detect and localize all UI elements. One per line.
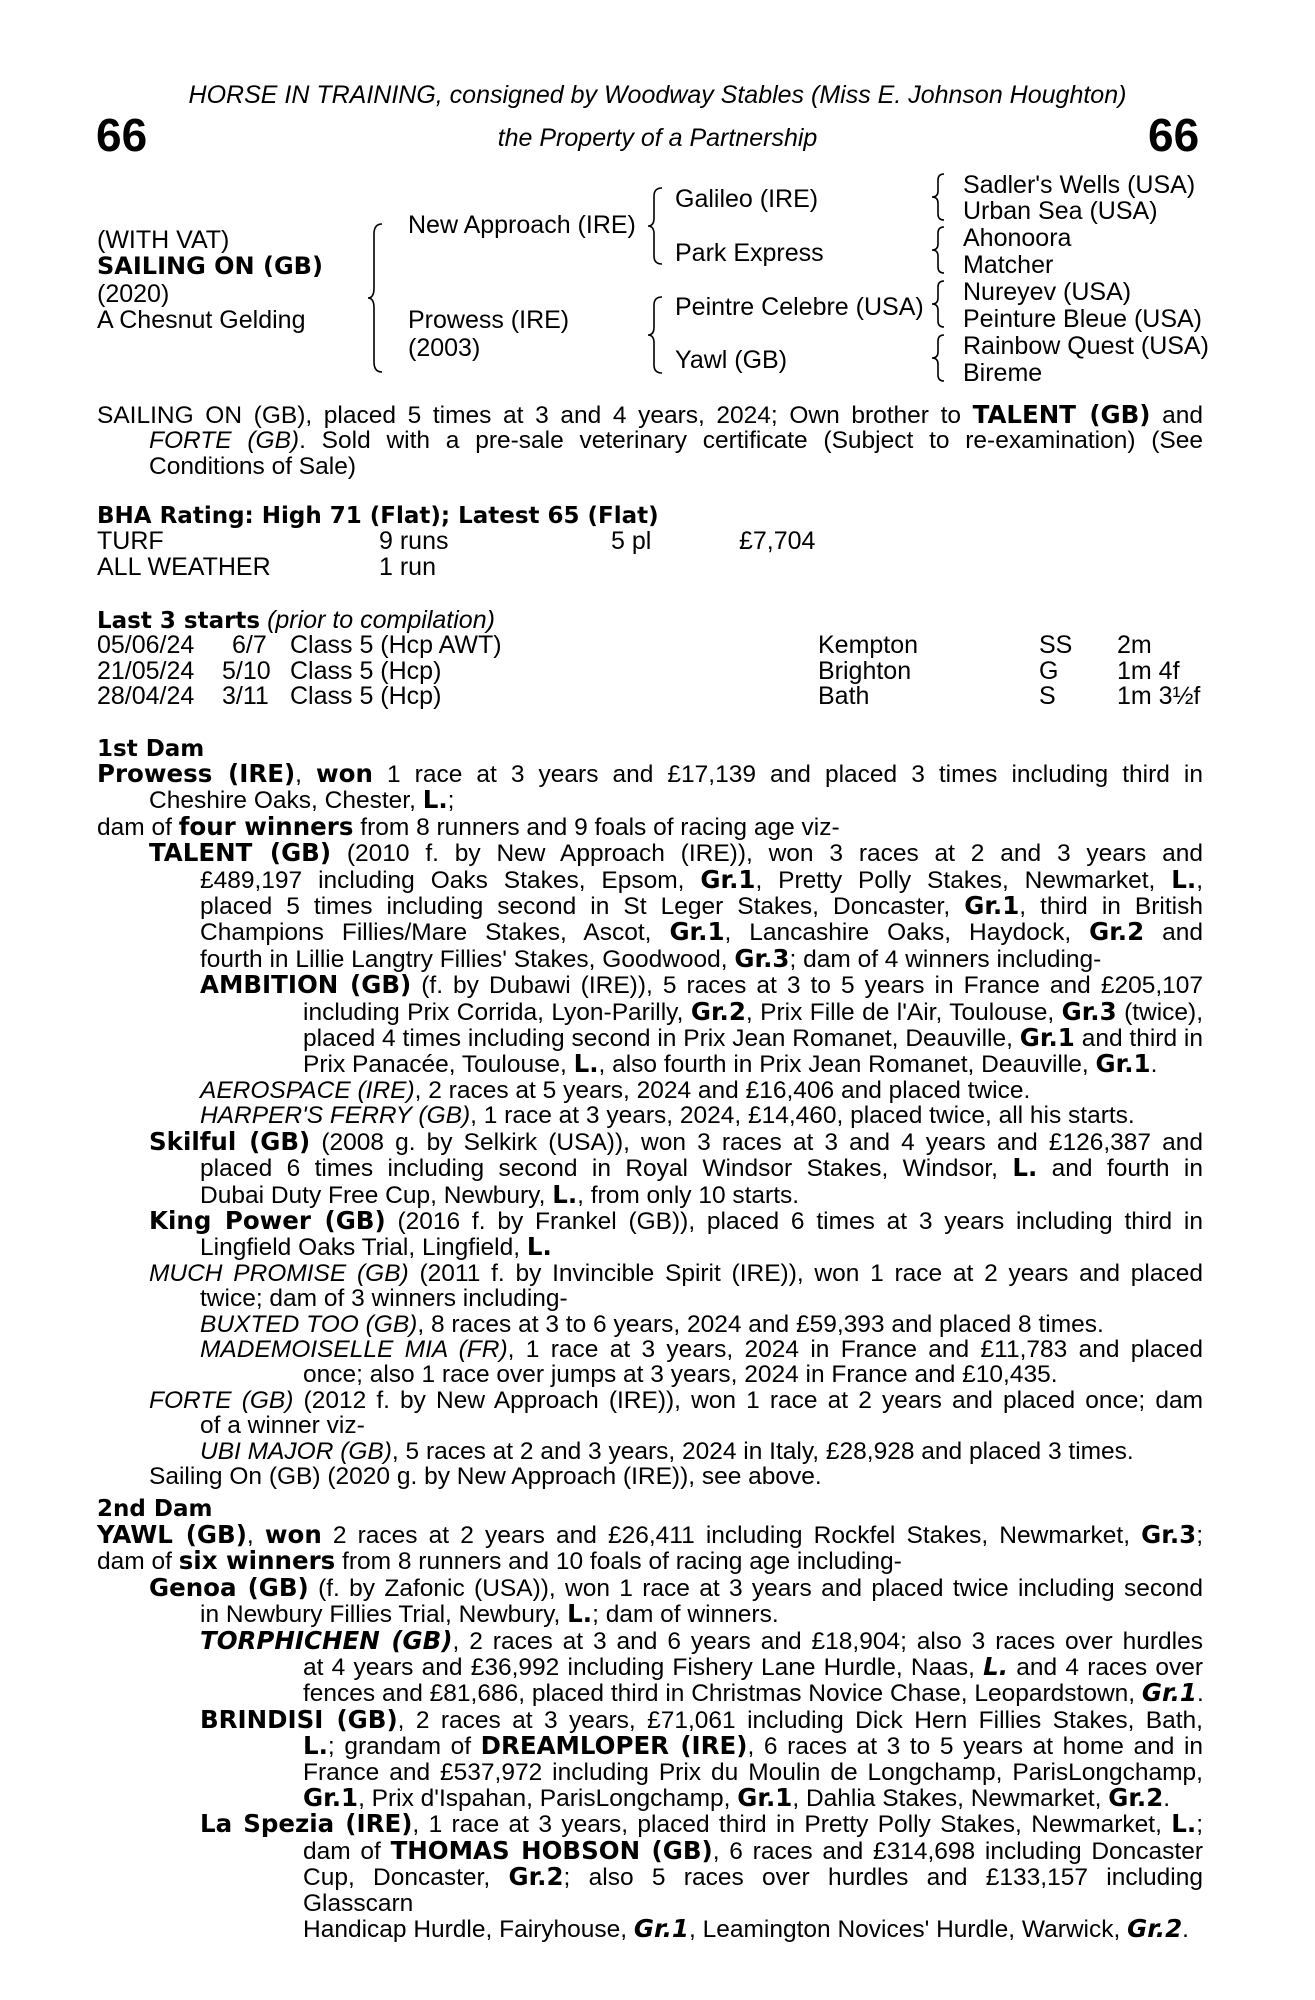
pedigree-sire: New Approach (IRE)	[408, 211, 636, 239]
progeny-genoa: Genoa (GB) (f. by Zafonic (USA)), won 1 race at 3 years and placed twice including second	[149, 1572, 1203, 1602]
start-3-date: 28/04/24	[97, 682, 195, 710]
pedigree-g7: Rainbow Quest (USA)	[963, 332, 1209, 360]
progeny-talent: TALENT (GB) (2010 f. by New Approach (IRE)), won 3 races at 2 and 3 years and	[149, 838, 1203, 868]
start-1-course: Kempton	[818, 631, 919, 659]
start-3-dist: 1m 3½f	[1117, 682, 1201, 710]
pedigree-g1: Sadler's Wells (USA)	[963, 171, 1196, 199]
progeny-skilful: Skilful (GB) (2008 g. by Selkirk (USA)), won 3 races at 3 and 4 years and £126,387 and	[149, 1126, 1203, 1156]
vat-label: (WITH VAT)	[97, 226, 230, 254]
pedigree-bracket-g2	[930, 225, 946, 275]
progeny-buxted-too: BUXTED TOO (GB), 8 races at 3 to 6 years, 2024 and £59,393 and placed 8 times.	[200, 1310, 1104, 1338]
lot-number-left: 66	[96, 109, 148, 161]
pedigree-bracket-g3	[930, 279, 946, 329]
start-2-date: 21/05/24	[97, 657, 195, 685]
pedigree-bracket-g4	[930, 333, 946, 383]
horse-description: A Chesnut Gelding	[97, 306, 306, 334]
progeny-la-spezia: La Spezia (IRE), 1 race at 3 years, placed third in Pretty Polly Stakes, Newmarket, L.;	[200, 1809, 1203, 1839]
pedigree-dam-dam: Yawl (GB)	[675, 346, 788, 374]
turf-placed: 5 pl	[611, 527, 652, 555]
horse-year: (2020)	[97, 280, 170, 308]
turf-runs: 9 runs	[379, 527, 449, 555]
last-starts-heading: Last 3 starts (prior to compilation)	[97, 606, 495, 634]
progeny-harpers-ferry: HARPER'S FERRY (GB), 1 race at 3 years, 2024, £14,460, placed twice, all his starts.	[200, 1102, 1135, 1130]
pedigree-bracket-g1	[930, 172, 946, 222]
horse-name: SAILING ON (GB)	[97, 252, 323, 280]
pedigree-sire-sire: Galileo (IRE)	[675, 185, 819, 213]
pedigree-g3: Ahonoora	[963, 224, 1072, 252]
start-1-pos: 6/7	[232, 631, 267, 659]
second-dam-heading: 2nd Dam	[97, 1496, 213, 1522]
progeny-ubi-major: UBI MAJOR (GB), 5 races at 2 and 3 years, 2024 in Italy, £28,928 and placed 3 times.	[200, 1437, 1134, 1465]
pedigree-dam: Prowess (IRE)	[408, 306, 570, 334]
link-talent: TALENT (GB)	[972, 400, 1151, 429]
start-2-going: G	[1039, 657, 1059, 685]
start-1-class: Class 5 (Hcp AWT)	[290, 631, 502, 659]
start-2-dist: 1m 4f	[1117, 657, 1180, 685]
turf-prize: £7,704	[739, 527, 816, 555]
start-3-going: S	[1039, 682, 1056, 710]
lot-number-right: 66	[1148, 109, 1200, 161]
bha-rating-title: BHA Rating: High 71 (Flat); Latest 65 (Flat)	[97, 503, 659, 529]
progeny-aerospace: AEROSPACE (IRE), 2 races at 5 years, 2024 and £16,406 and placed twice.	[200, 1076, 1031, 1104]
pedigree-bracket-main	[366, 222, 386, 374]
progeny-mademoiselle-mia: MADEMOISELLE MIA (FR), 1 race at 3 years, 2024 in France and £11,783 and placed	[200, 1335, 1203, 1363]
start-1-date: 05/06/24	[97, 631, 195, 659]
pedigree-dam-year: (2003)	[408, 334, 481, 362]
property-line: the Property of a Partnership	[497, 124, 818, 152]
pedigree-sire-dam: Park Express	[675, 239, 824, 267]
start-3-course: Bath	[818, 682, 870, 710]
intro-paragraph: SAILING ON (GB), placed 5 times at 3 and 4 years, 2024; Own brother to TALENT (GB) and FORTE (GB). Sold with a pre-sale veterinary certificate (Subject to re-examination) (See Conditions of Sale)	[97, 400, 1203, 480]
first-dam-body: Prowess (IRE), won 1 race at 3 years and £17,139 and placed 3 times including third in Cheshire Oaks, Chester, L.; dam of four winners from 8 runners and 9 foals of racing age viz- TALENT (GB) (2010 f. by New Approach (IRE)), won 3 races at 2 and 3 years and £489,197 including Oaks Stakes, Epsom, Gr.1, Pretty Polly Stakes, Newmarket, L., placed 5 times including second in St Leger Stakes, Doncaster, Gr.1, third in British Champions Fillies/Mare Stakes, Ascot, Gr.1, Lancashire Oaks, Haydock, Gr.2 and fourth in Lillie Langtry Fillies' Stakes, Goodwood, Gr.3; dam of 4 winners including- AMBITION (GB) (f. by Dubawi (IRE)), 5 races at 3 to 5 years in France and £205,107 including Prix Corrida, Lyon-Parilly, Gr.2, Prix Fille de l'Air, Toulouse, Gr.3 (twice), placed 4 times including second in Prix Jean Romanet, Deauville, Gr.1 and third in Prix Panacée, Toulouse, L., also fourth in Prix Jean Romanet, Deauville, Gr.1. AEROSPACE (IRE), 2 races at 5 years, 2024 and £16,406 and placed twice. HARPER'S FERRY (GB), 1 race at 3 years, 2024, £14,460, placed twice, all his starts. Skilful (GB) (2008 g. by Selkirk (USA)), won 3 races at 3 and 4 years and £126,387 and placed 6 times including second in Royal Windsor Stakes, Windsor, L. and fourth in Dubai Duty Free Cup, Newbury, L., from only 10 starts. King Power (GB) (2016 f. by Frankel (GB)), placed 6 times at 3 years including third in Lingfield Oaks Trial, Lingfield, L. MUCH PROMISE (GB) (2011 f. by Invincible Spirit (IRE)), won 1 race at 2 years and placed twice; dam of 3 winners including- BUXTED TOO (GB), 8 races at 3 to 6 years, 2024 and £59,393 and placed 8 times. MADEMOISELLE MIA (FR), 1 race at 3 years, 2024 in France and £11,783 and placed once; also 1 race over jumps at 3 years, 2024 in France and £10,435. FORTE (GB) (2012 f. by New Approach (IRE)), won 1 race at 2 years and placed once; dam of a winner viz- UBI MAJOR (GB), 5 races at 2 and 3 years, 2024 in Italy, £28,928 and placed 3 times. Sailing On (GB) (2020 g. by New Approach (IRE)), see above.	[97, 759, 1204, 1490]
progeny-sailing-on: Sailing On (GB) (2020 g. by New Approach (IRE)), see above.	[149, 1462, 822, 1490]
progeny-torphichen: TORPHICHEN (GB), 2 races at 3 and 6 years and £18,904; also 3 races over hurdles	[200, 1625, 1203, 1655]
pedigree-g6: Peinture Bleue (USA)	[963, 305, 1203, 333]
pedigree-bracket-sire	[646, 186, 666, 266]
aw-runs: 1 run	[379, 553, 436, 581]
start-1-dist: 2m	[1117, 631, 1152, 659]
pedigree-g2: Urban Sea (USA)	[963, 197, 1158, 225]
pedigree-g4: Matcher	[963, 251, 1054, 279]
intro-text: SAILING ON (GB), placed 5 times at 3 and 4 years, 2024; Own brother to	[97, 402, 973, 429]
pedigree-bracket-dam	[646, 295, 666, 375]
aw-label: ALL WEATHER	[97, 553, 271, 581]
start-2-pos: 5/10	[222, 657, 271, 685]
progeny-king-power: King Power (GB) (2016 f. by Frankel (GB)), placed 6 times at 3 years including third in	[149, 1205, 1203, 1235]
start-1-going: SS	[1039, 631, 1073, 659]
pedigree-g8: Bireme	[963, 359, 1043, 387]
pedigree-g5: Nureyev (USA)	[963, 278, 1132, 306]
progeny-ambition: AMBITION (GB) (f. by Dubawi (IRE)), 5 races at 3 to 5 years in France and £205,107	[200, 970, 1204, 1000]
start-3-pos: 3/11	[222, 682, 269, 710]
start-3-class: Class 5 (Hcp)	[290, 682, 442, 710]
progeny-brindisi: BRINDISI (GB), 2 races at 3 years, £71,061 including Dick Hern Fillies Stakes, Bath,	[200, 1704, 1203, 1734]
first-dam-heading: 1st Dam	[97, 736, 205, 762]
second-dam-body: YAWL (GB), won 2 races at 2 years and £26,411 including Rockfel Stakes, Newmarket, Gr.3; dam of six winners from 8 runners and 10 foals of racing age including- Genoa (GB) (f. by Zafonic (USA)), won 1 race at 3 years and placed twice including second in Newbury Fillies Trial, Newbury, L.; dam of winners. TORPHICHEN (GB), 2 races at 3 and 6 years and £18,904; also 3 races over hurdles at 4 years and £36,992 including Fishery Lane Hurdle, Naas, L. and 4 races over fences and £81,686, placed third in Christmas Novice Chase, Leopardstown, Gr.1. BRINDISI (GB), 2 races at 3 years, £71,061 including Dick Hern Fillies Stakes, Bath, L.; grandam of DREAMLOPER (IRE), 6 races at 3 to 5 years at home and in France and £537,972 including Prix du Moulin de Longchamp, ParisLongchamp, Gr.1, Prix d'Ispahan, ParisLongchamp, Gr.1, Dahlia Stakes, Newmarket, Gr.2. La Spezia (IRE), 1 race at 3 years, placed third in Pretty Polly Stakes, Newmarket, L.; dam of THOMAS HOBSON (GB), 6 races and £314,698 including Doncaster Cup, Doncaster, Gr.2; also 5 races over hurdles and £133,157 including Glasscarn Handicap Hurdle, Fairyhouse, Gr.1, Leamington Novices' Hurdle, Warwick, Gr.2.	[97, 1520, 1204, 1944]
turf-label: TURF	[97, 527, 164, 555]
progeny-much-promise: MUCH PROMISE (GB) (2011 f. by Invincible Spirit (IRE)), won 1 race at 2 years and placed	[149, 1259, 1204, 1287]
progeny-forte: FORTE (GB) (2012 f. by New Approach (IRE)), won 1 race at 2 years and placed once; dam	[149, 1386, 1203, 1414]
forte-name: FORTE (GB)	[149, 427, 300, 455]
start-2-course: Brighton	[818, 657, 912, 685]
pedigree-dam-sire: Peintre Celebre (USA)	[675, 293, 924, 321]
consignor-line: HORSE IN TRAINING, consigned by Woodway Stables (Miss E. Johnson Houghton)	[188, 81, 1127, 109]
start-2-class: Class 5 (Hcp)	[290, 657, 442, 685]
